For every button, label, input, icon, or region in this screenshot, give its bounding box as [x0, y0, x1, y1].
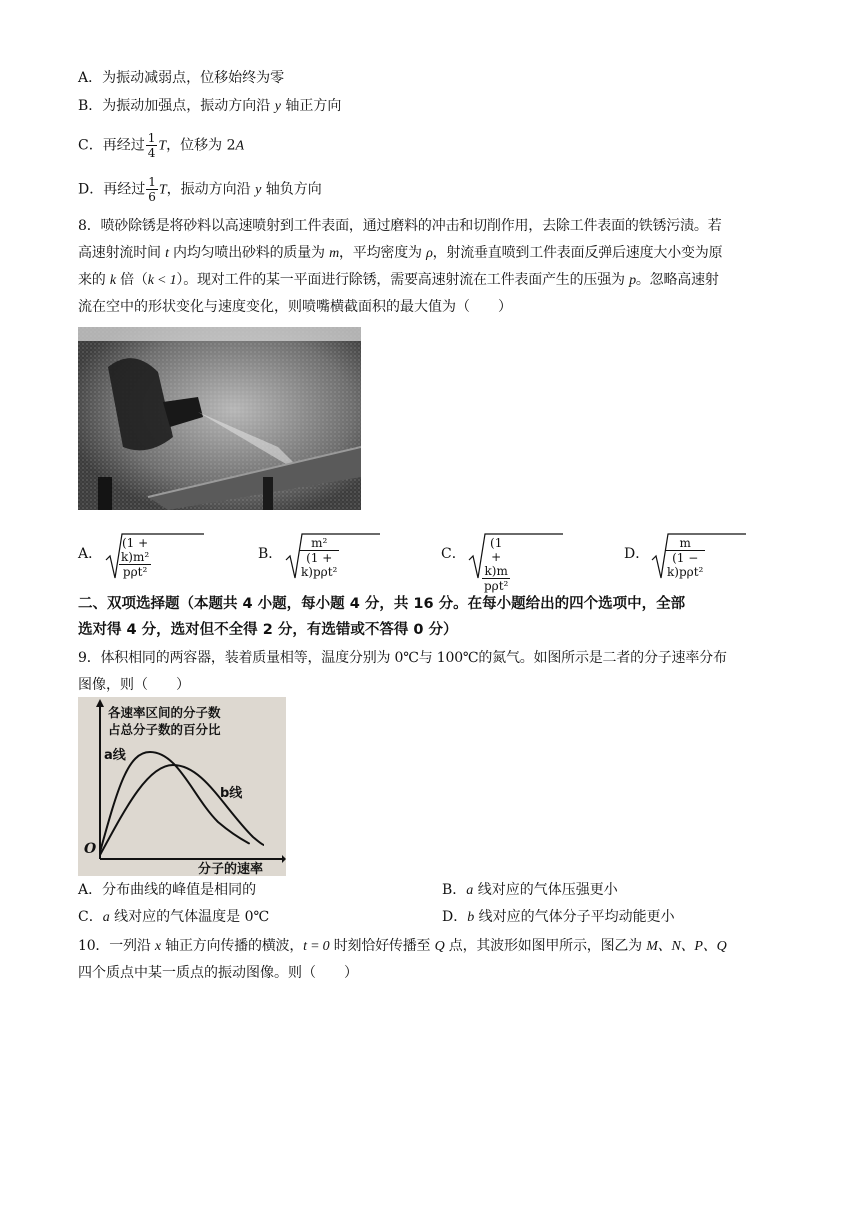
- section-2-header-line-1: 二、双项选择题（本题共 4 小题，每小题 4 分，共 16 分。在每小题给出的四个选项中，全部: [78, 596, 686, 612]
- q9-option-d: D．b 线对应的气体分子平均动能更小: [442, 909, 675, 925]
- q8-stem-line-3: 来的 k 倍（k < 1）。现对工件的某一平面进行除锈，需要高速射流在工件表面产生的压强为 p。忽略高速射: [78, 272, 719, 288]
- curve-a-label: a线: [104, 748, 126, 763]
- q7-option-b: B．为振动加强点，振动方向沿 y 轴正方向: [78, 98, 342, 114]
- origin-label: O: [84, 841, 97, 857]
- q9-option-c: C．a 线对应的气体温度是 0℃: [78, 909, 270, 925]
- q7-option-d: D．再经过 $\frac{1}{6}$ T，振动方向沿 y 轴负方向: [78, 175, 322, 204]
- section-2-header-line-2: 选对得 4 分，选对但不全得 2 分，有选错或不答得 0 分）: [78, 622, 458, 638]
- curve-b-label: b线: [220, 786, 243, 801]
- q7-option-a: A．为振动减弱点，位移始终为零: [78, 70, 285, 86]
- q7-option-c: C．再经过 $\frac{1}{4}$ T，位移为 2A: [78, 131, 245, 160]
- curve-b: [100, 765, 264, 855]
- graph-x-label: 分子的速率: [198, 862, 264, 876]
- graph-y-label-1: 各速率区间的分子数: [108, 705, 221, 720]
- sandblasting-photo: [78, 327, 361, 510]
- speed-distribution-graph: [78, 697, 286, 876]
- q10-stem-line-1: 10．一列沿 x 轴正方向传播的横波，t = 0 时刻恰好传播至 Q 点，其波形如图甲所示，图乙为 M、N、P、Q: [78, 938, 727, 954]
- q8-stem-line-4: 流在空中的形状变化与速度变化，则喷嘴横截面积的最大值为（ ）: [78, 299, 512, 315]
- q9-stem-line-2: 图像，则（ ）: [78, 677, 190, 693]
- curve-a: [100, 752, 249, 852]
- fraction-one-sixth: $\frac{1}{6}$: [148, 175, 156, 204]
- q9-option-a: A．分布曲线的峰值是相同的: [78, 882, 257, 898]
- q9-stem-line-1: 9．体积相同的两容器，装着质量相等，温度分别为 0℃与 100℃的氮气。如图所示是二者的分子速率分布: [78, 650, 727, 666]
- q8-stem-line-2: 高速射流时间 t 内均匀喷出砂料的质量为 m，平均密度为 ρ，射流垂直喷到工件表面反弹后速度大小变为原: [78, 245, 723, 261]
- q10-stem-line-2: 四个质点中某一质点的振动图像。则（ ）: [78, 965, 358, 981]
- fraction-one-quarter: $\frac{1}{4}$: [147, 131, 156, 160]
- q8-stem-line-1: 8．喷砂除锈是将砂料以高速喷射到工件表面，通过磨料的冲击和切削作用，去除工件表面的铁锈污渍。若: [78, 218, 722, 234]
- graph-y-label-2: 占总分子数的百分比: [108, 722, 221, 737]
- q9-option-b: B．a 线对应的气体压强更小: [442, 882, 618, 898]
